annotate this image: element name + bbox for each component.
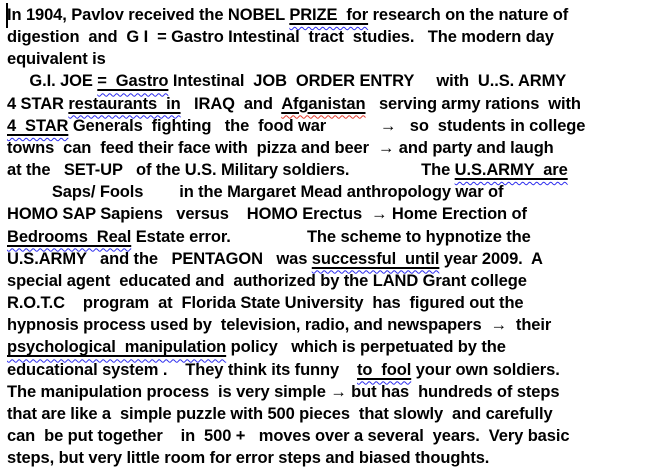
text-line <box>7 137 652 159</box>
marked-text <box>357 361 411 379</box>
text-segment: research on the nature of <box>368 6 569 24</box>
text-line <box>7 314 652 336</box>
text-line <box>7 4 652 26</box>
text-line <box>7 381 652 403</box>
text-segment: towns can feed their face with pizza and beer → and party and laugh <box>7 138 554 157</box>
text-line <box>7 248 652 270</box>
text-segment: at the SET-UP of the U.S. Military soldiers. The <box>7 161 455 180</box>
text-line <box>7 226 652 248</box>
text-line <box>7 115 652 137</box>
text-segment: year 2009. A <box>439 249 543 268</box>
marked-text <box>312 250 440 268</box>
marked-text <box>68 95 180 113</box>
text-line <box>7 159 652 181</box>
spellcheck-squiggle: Afganistan <box>281 94 366 113</box>
text-line <box>7 359 652 381</box>
text-segment: IRAQ and <box>180 94 282 113</box>
text-line <box>7 26 652 48</box>
marked-text <box>289 6 368 24</box>
text-segment: hypnosis process used by television, radio, and newspapers → their <box>7 316 552 335</box>
text-segment: serving army rations with <box>365 94 581 113</box>
text-segment: steps, but very little room for error steps and biased thoughts. <box>7 449 490 468</box>
text-segment: can be put together in 500 + moves over a several years. Very basic <box>7 426 570 445</box>
text-line <box>7 48 652 70</box>
text-segment: special agent educated and authorized by the LAND Grant college <box>7 271 527 290</box>
text-line <box>7 425 652 447</box>
text-segment: Generals fighting the food war → so students in college <box>68 116 586 135</box>
marked-text <box>7 338 226 356</box>
grammar-squiggle: PRIZE for <box>289 6 369 24</box>
grammar-squiggle: successful until <box>311 249 440 268</box>
marked-text <box>455 161 568 179</box>
marked-text <box>97 72 168 90</box>
text-line <box>7 292 652 314</box>
text-segment: Saps/ Fools in the Margaret Mead anthropology war of <box>7 183 504 202</box>
text-line <box>7 336 652 358</box>
marked-text <box>7 228 131 246</box>
grammar-squiggle: psychological manipulation <box>7 338 227 357</box>
text-segment: Estate error. The scheme to hypnotize the <box>131 227 531 246</box>
text-segment: educational system . They think its funny <box>7 360 358 379</box>
grammar-squiggle: Bedrooms Real <box>7 227 132 246</box>
text-line <box>7 403 652 425</box>
text-segment: In 1904, Pavlov received the NOBEL <box>7 6 290 24</box>
text-line <box>7 93 652 115</box>
grammar-squiggle: 4 STAR <box>7 116 69 135</box>
text-segment: that are like a simple puzzle with 500 pieces that slowly and carefully <box>7 404 553 423</box>
text-segment: HOMO SAP Sapiens versus HOMO Erectus → Home Erection of <box>7 205 527 224</box>
text-segment: equivalent is <box>7 50 106 69</box>
text-segment: U.S.ARMY and the PENTAGON was <box>7 249 312 268</box>
grammar-squiggle: U.S.ARMY are <box>454 161 568 180</box>
grammar-squiggle: = Gastro <box>97 72 169 91</box>
document-body[interactable] <box>7 4 652 469</box>
text-segment: G.I. JOE <box>7 72 98 91</box>
text-segment: Intestinal JOB ORDER ENTRY with U..S. ARMY <box>168 72 567 91</box>
text-line <box>7 447 652 469</box>
text-segment: R.O.T.C program at Florida State University has figured out the <box>7 294 524 313</box>
marked-text <box>281 95 365 113</box>
text-line <box>7 270 652 292</box>
text-segment: your own soldiers. <box>411 360 560 379</box>
text-line <box>7 70 652 92</box>
text-segment: The manipulation process is very simple → but has hundreds of steps <box>7 382 560 401</box>
text-line <box>7 181 652 203</box>
grammar-squiggle: restaurants in <box>68 94 181 113</box>
marked-text <box>7 117 68 135</box>
text-segment: policy which is perpetuated by the <box>226 338 506 357</box>
text-segment: 4 STAR <box>7 94 69 113</box>
grammar-squiggle: to fool <box>357 360 412 379</box>
text-line <box>7 203 652 225</box>
text-segment: digestion and G I = Gastro Intestinal tract studies. The modern day <box>7 28 554 47</box>
